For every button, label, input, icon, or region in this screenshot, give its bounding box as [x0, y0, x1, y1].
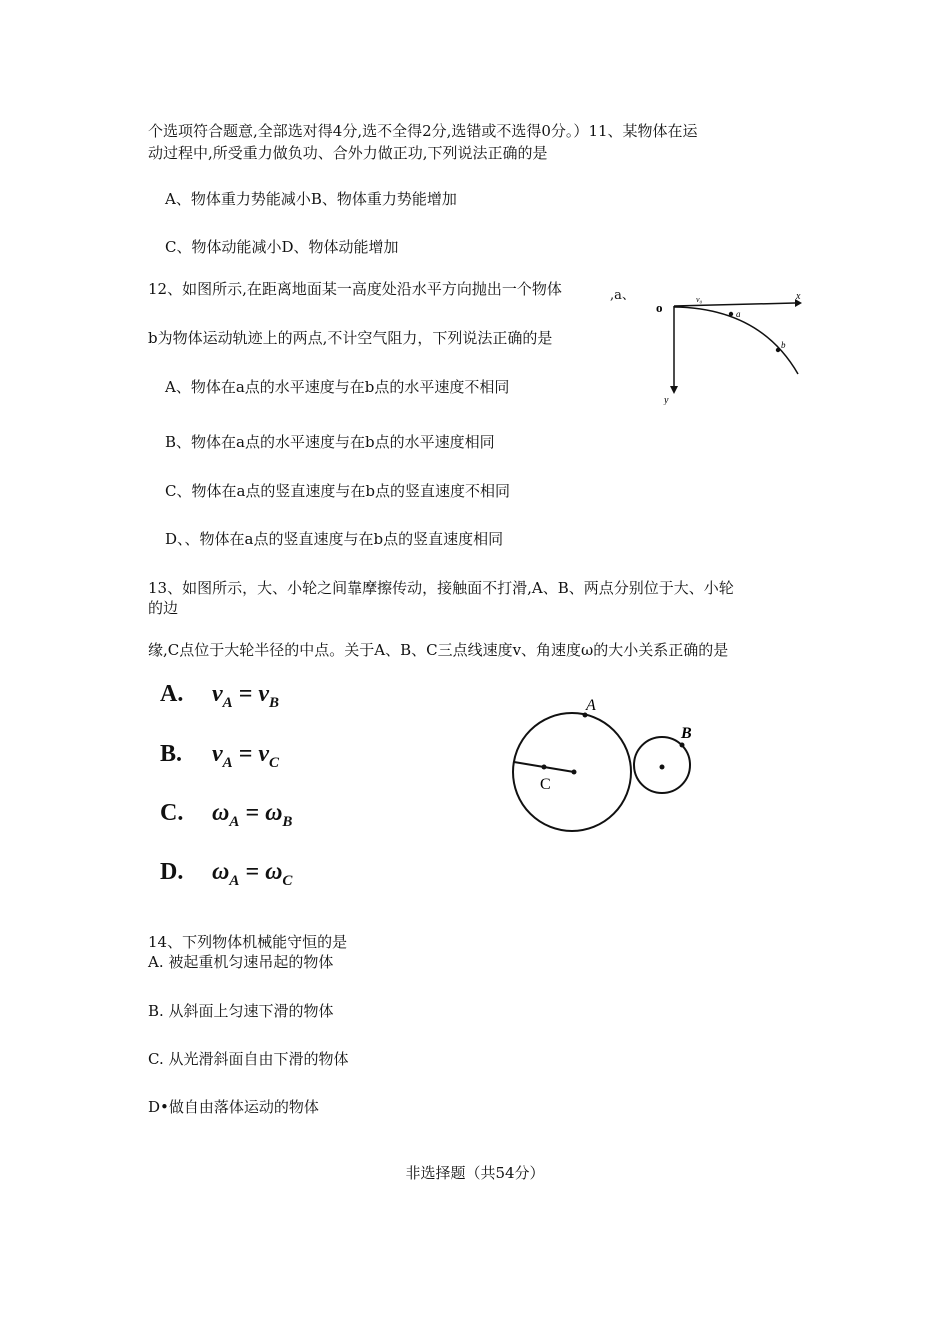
q13-stem-line-3: 缘,C点位于大轮半径的中点。关于A、B、C三点线速度v、角速度ω的大小关系正确的是: [148, 641, 729, 659]
q14-option-b: B. 从斜面上匀速下滑的物体: [148, 1002, 334, 1020]
q14-option-a: A. 被起重机匀速吊起的物体: [148, 953, 334, 971]
q12-trajectory-figure: [650, 290, 810, 405]
point-a-label: a: [736, 309, 741, 319]
q13-option-c: C. $\omega_A = \omega_B$: [160, 800, 293, 830]
q12-option-a: A、物体在a点的水平速度与在b点的水平速度不相同: [165, 378, 510, 396]
point-b-label: b: [781, 340, 786, 350]
q13-option-a: A. $v_A = v_B$: [160, 681, 280, 711]
x-axis-line: [674, 303, 795, 306]
y-axis-label: y: [664, 395, 669, 405]
q14-stem: 14、下列物体机械能守恒的是: [148, 933, 348, 951]
q13-wheels-figure: [500, 690, 710, 840]
q12-option-c: C、物体在a点的竖直速度与在b点的竖直速度不相同: [165, 482, 511, 500]
v0-label: v₀: [696, 295, 703, 304]
q12-stem-line-2: b为物体运动轨迹上的两点,不计空气阻力，下列说法正确的是: [148, 329, 553, 347]
q12-option-d: D、、物体在a点的竖直速度与在b点的竖直速度相同: [165, 530, 504, 548]
intro-line-1: 个选项符合题意,全部选对得4分,选不全得2分,选错或不选得0分。）11、某物体在运: [148, 122, 698, 140]
small-wheel-center: [660, 765, 665, 770]
x-axis-label: x: [796, 291, 801, 302]
q13-stem-line-2: 的边: [148, 599, 179, 617]
q14-option-c: C. 从光滑斜面自由下滑的物体: [148, 1050, 349, 1068]
q12-stem-tail: ,a、: [610, 288, 635, 303]
point-c: [542, 765, 547, 770]
point-a-label: A: [586, 697, 596, 714]
q13-stem-line-1: 13、如图所示，大、小轮之间靠摩擦传动，接触面不打滑,A、B、两点分别位于大、小轮: [148, 579, 734, 597]
section-title: 非选择题（共54分）: [405, 1164, 545, 1182]
large-wheel-center: [572, 770, 577, 775]
point-b: [776, 348, 780, 352]
point-b-mark: [680, 743, 685, 748]
q12-option-b: B、物体在a点的水平速度与在b点的水平速度相同: [165, 433, 495, 451]
intro-line-2: 动过程中,所受重力做负功、合外力做正功,下列说法正确的是: [148, 144, 548, 162]
point-c-label: C: [540, 776, 551, 793]
origin-label: o: [656, 300, 663, 315]
q14-option-d: D•做自由落体运动的物体: [148, 1098, 319, 1116]
point-a: [729, 312, 733, 316]
q12-stem-line-1: 12、如图所示,在距离地面某一高度处沿水平方向抛出一个物体: [148, 280, 562, 298]
point-b-label: B: [681, 725, 692, 742]
q11-option-ab: A、物体重力势能减小B、物体重力势能增加: [165, 190, 457, 208]
q11-option-cd: C、物体动能减小D、物体动能增加: [165, 238, 399, 256]
q13-option-d: D. $\omega_A = \omega_C$: [160, 859, 293, 889]
y-axis-arrow-icon: [670, 386, 678, 394]
q13-option-b: B. $v_A = v_C$: [160, 741, 280, 771]
